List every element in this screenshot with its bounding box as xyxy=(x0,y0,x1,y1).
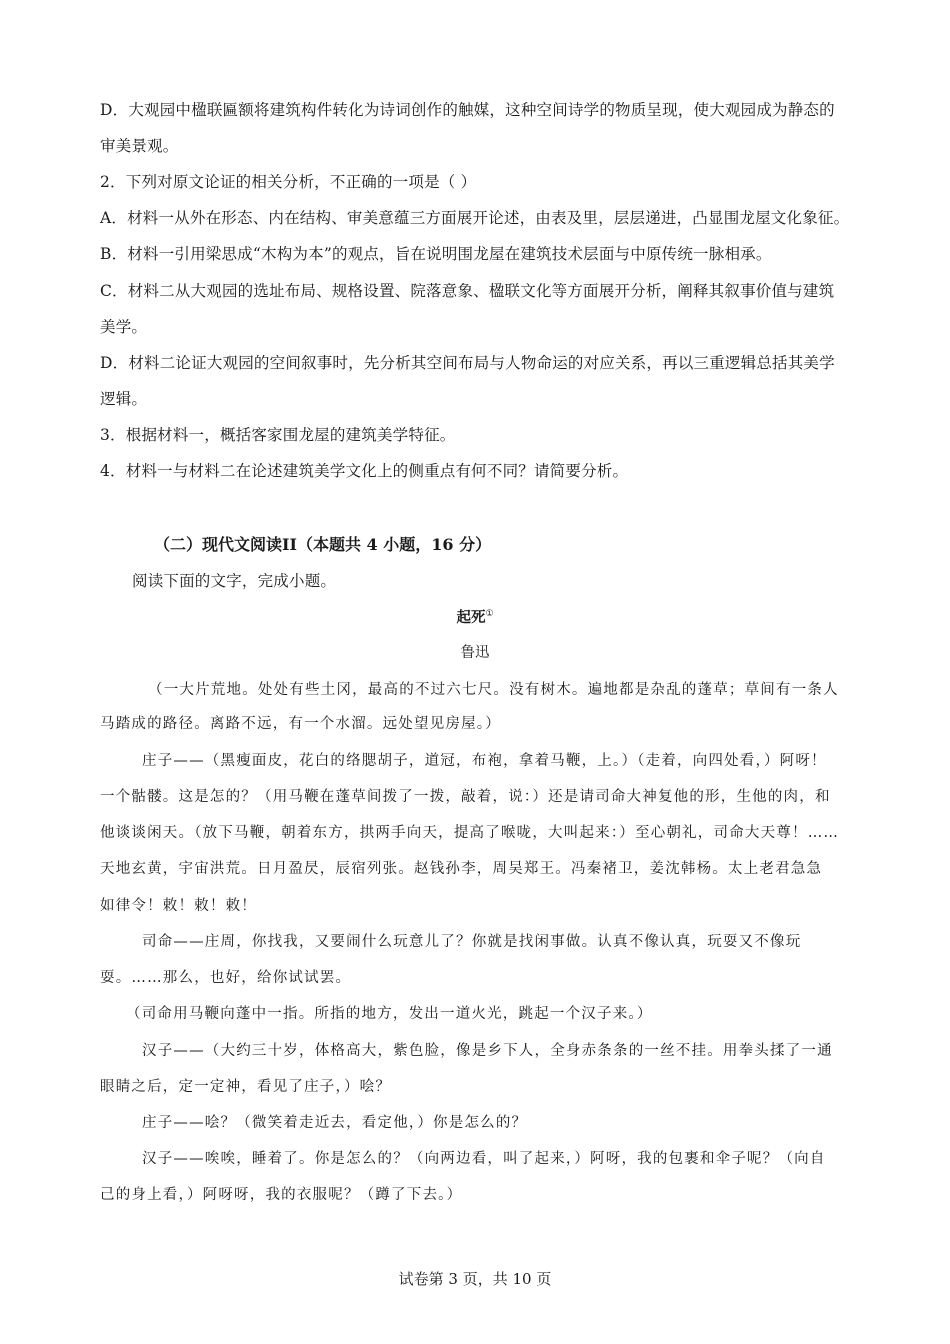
option-d-line2: 审美景观。 xyxy=(100,137,179,155)
passage-line: 耍。……那么，也好，给你试试罢。 xyxy=(100,970,352,986)
question-2-option-d-line1: D．材料二论证大观园的空间叙事时，先分析其空间布局与人物命运的对应关系，再以三重逻辑总括其美学 xyxy=(100,354,835,372)
passage-line: 汉子——唉唉，睡着了。你是怎么的？（向两边看，叫了起来，）阿呀，我的包裹和伞子呢？（向自 xyxy=(142,1151,826,1167)
passage-line: 汉子——（大约三十岁，体格高大，紫色脸，像是乡下人，全身赤条条的一丝不挂。用拳头揉了一通 xyxy=(142,1043,833,1059)
footnote-mark: ① xyxy=(485,609,494,619)
passage-title xyxy=(0,604,950,628)
passage-line: （一大片荒地。处处有些土冈，最高的不过六七尺。没有树木。遍地都是杂乱的蓬草；草间有一条人 xyxy=(148,682,839,698)
passage-line: 他谈谈闲天。（放下马鞭，朝着东方，拱两手向天，提高了喉咙，大叫起来：）至心朝礼，司命大天尊！…… xyxy=(100,825,840,841)
passage-line: 眼睛之后，定一定神，看见了庄子，）哙？ xyxy=(100,1079,392,1095)
passage-title-text: 起死 xyxy=(456,608,486,626)
passage-author: 鲁迅 xyxy=(460,645,490,661)
page-footer: 试卷第 3 页，共 10 页 xyxy=(398,1270,552,1288)
passage-line: 一个骷髅。这是怎的？（用马鞭在蓬草间拨了一拨，敲着，说：）还是请司命大神复他的形，生他的肉，和 xyxy=(100,789,831,805)
passage-line: 如律令！敕！敕！敕！ xyxy=(100,898,257,914)
passage-line: 司命——庄周，你找我，又要闹什么玩意儿了？你就是找闲事做。认真不像认真，玩耍又不像玩 xyxy=(142,934,802,950)
passage-line: （司命用马鞭向蓬中一指。所指的地方，发出一道火光，跳起一个汉子来。） xyxy=(126,1006,653,1022)
passage-line: 马踏成的路径。离路不远，有一个水溜。远处望见房屋。） xyxy=(100,716,501,732)
question-2-option-b: B．材料一引用梁思成“木构为本”的观点，旨在说明围龙屋在建筑技术层面与中原传统一脉相承。 xyxy=(100,245,772,263)
passage-line: 庄子——（黑瘦面皮，花白的络腮胡子，道冠，布袍，拿着马鞭，上。）（走着，向四处看，）阿呀！ xyxy=(142,753,827,769)
section-title: （二）现代文阅读II（本题共 4 小题，16 分） xyxy=(154,535,492,554)
section-instruction: 阅读下面的文字，完成小题。 xyxy=(132,572,337,590)
question-2-option-d-line2: 逻辑。 xyxy=(100,390,148,408)
option-d-line1: D．大观园中楹联匾额将建筑构件转化为诗词创作的触媒，这种空间诗学的物质呈现，使大观园成为静态的 xyxy=(100,101,835,119)
question-2-option-a: A．材料一从外在形态、内在结构、审美意蕴三方面展开论述，由表及里，层层递进，凸显围龙屋文化象征。 xyxy=(100,209,850,227)
question-4: 4．材料一与材料二在论述建筑美学文化上的侧重点有何不同？请简要分析。 xyxy=(100,462,629,480)
question-2-option-c-line2: 美学。 xyxy=(100,318,148,336)
question-2-stem: 2．下列对原文论证的相关分析，不正确的一项是（ ） xyxy=(100,173,477,191)
question-3: 3．根据材料一，概括客家围龙屋的建筑美学特征。 xyxy=(100,426,456,444)
passage-line: 己的身上看，）阿呀呀，我的衣服呢？（蹲了下去。） xyxy=(100,1187,463,1203)
passage-line: 天地玄黄，宇宙洪荒。日月盈昃，辰宿列张。赵钱孙李，周吴郑王。冯秦褚卫，姜沈韩杨。太上老君急急 xyxy=(100,861,823,877)
question-2-option-c-line1: C．材料二从大观园的选址布局、规格设置、院落意象、楹联文化等方面展开分析，阐释其叙事价值与建筑 xyxy=(100,282,835,300)
passage-line: 庄子——哙？（微笑着走近去，看定他，）你是怎么的？ xyxy=(142,1115,528,1131)
